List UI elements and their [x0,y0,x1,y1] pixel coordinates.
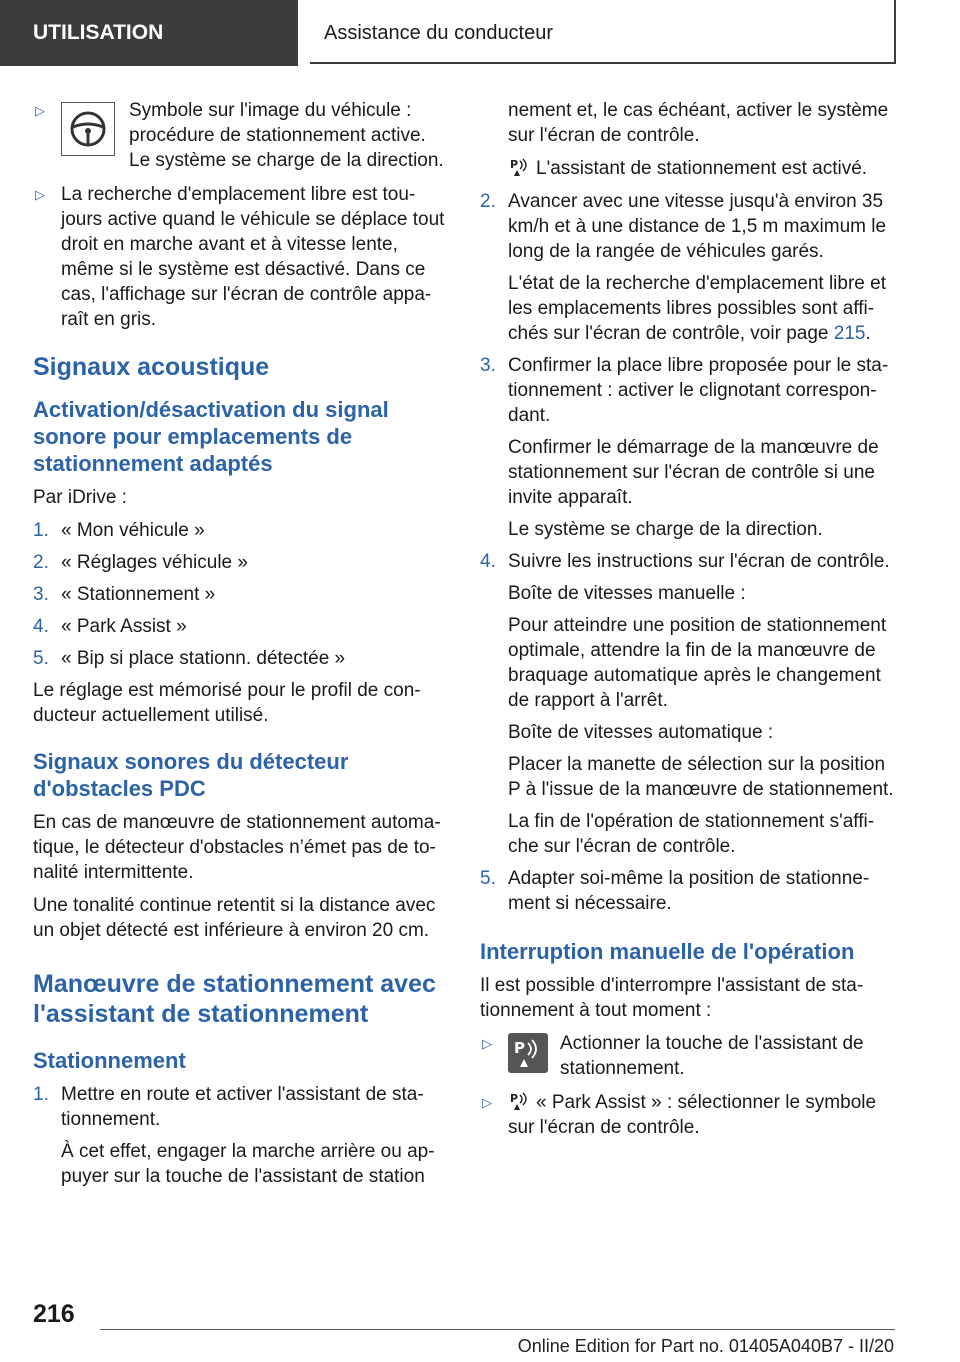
list-item [33,550,447,575]
triangle-bullet-icon: ▷ [35,187,45,202]
list-item [480,549,898,859]
list-item [33,614,447,639]
step-text: Confirmer la place libre proposée pour le stationnement : activer le clignotant correspondant. [508,355,889,426]
step-text: Adapter soi-même la position de stationnement si nécessaire. [508,868,870,914]
heading-interruption: Interruption manuelle de l'opération [480,939,855,964]
page-header [0,0,960,66]
continued-step [480,98,898,181]
step-subtext: Boîte de vitesses automatique : [508,722,774,743]
step-text: Mettre en route et activer l'assistant de stationnement. [61,1084,424,1130]
page-number: 216 [33,1300,75,1328]
page-ref-suffix: . [865,323,871,344]
right-column [480,98,898,1149]
list-item [480,189,898,346]
heading-activation: Activation/désactivation du signal sonore pour emplacements de stationnement adaptés [33,397,389,476]
heading-signaux-acoustique: Signaux acoustique [33,353,270,381]
step-subtext: La fin de l'opération de stationnement s'affiche sur l'écran de contrôle. [508,811,875,857]
step-subtext: Pour atteindre une position de stationnement optimale, attendre la fin de la manœuvre de braquage automatique après le changement de rapport à l'arrêt. [508,615,887,711]
bullet-text: La recherche d'emplacement libre est toujours active quand le véhicule se déplace tout droit en marche avant et à vitesse lente, même si le système est désactivé. Dans ce cas, l'affichage sur l'écran de contrôle apparaît en gris. [61,184,445,330]
list-item [33,518,447,543]
section-label: UTILISATION [0,0,298,66]
step-subtext: À cet effet, engager la marche arrière ou appuyer sur la touche de l'assistant de station [61,1141,435,1187]
edition-text: Online Edition for Part no. 01405A040B7 - II/20 [517,1336,894,1356]
list-item [33,1082,447,1189]
step-number: 3. [33,584,49,605]
list-item [480,1031,898,1081]
svg-text:P: P [510,1092,519,1105]
step-subtext: Le système se charge de la direction. [508,519,823,540]
list-item [33,182,447,332]
steering-wheel-symbol [61,102,115,156]
pdc-paragraph-1: En cas de manœuvre de stationnement automatique, le détecteur d'obstacles n’émet pas de tonalité intermittente. [33,812,441,883]
interruption-paragraph: Il est possible d'interrompre l'assistant de stationnement à tout moment : [480,975,864,1021]
step-text: Avancer avec une vitesse jusqu'à environ 35 km/h et à une distance de 1,5 m maximum le long de la rangée de véhicules garés. [508,191,887,262]
heading-stationnement: Stationnement [33,1048,186,1073]
list-item [33,646,447,671]
pdc-paragraph-2: Une tonalité continue retentit si la distance avec un objet détecté est inférieure à environ 20 cm. [33,895,436,941]
step-subtext: Boîte de vitesses manuelle : [508,583,746,604]
chapter-title: Assistance du conducteur [310,0,896,64]
list-item [33,98,447,173]
step-number: 1. [33,1084,49,1105]
step-number: 5. [480,868,496,889]
list-item [480,353,898,542]
step-number: 2. [33,552,49,573]
heading-pdc: Signaux sonores du détecteur d'obstacles PDC [33,749,349,801]
svg-text:P: P [510,158,519,171]
step-text: « Park Assist » [61,616,187,637]
step-text: « Réglages véhicule » [61,552,248,573]
list-item [480,866,898,916]
activated-line [508,156,898,181]
list-item [480,1090,898,1140]
step-text: « Bip si place stationn. détectée » [61,648,346,669]
triangle-bullet-icon: ▷ [482,1095,492,1110]
idrive-intro: Par iDrive : [33,487,127,508]
step-number: 1. [33,520,49,541]
page-ref-prefix: L'état de la recherche d'emplacement libre et les emplacements libres possibles sont affichés sur l'écran de contrôle, voir page [508,273,886,344]
footer-divider [100,1329,895,1330]
step-number: 5. [33,648,49,669]
bullet-text: « Park Assist » : sélectionner le symbole sur l'écran de contrôle. [508,1092,877,1138]
triangle-bullet-icon: ▷ [482,1036,492,1051]
step-subtext: Placer la manette de sélection sur la position P à l'issue de la manœuvre de stationnement. [508,754,894,800]
list-item [33,582,447,607]
left-column [33,98,447,1196]
step-number: 4. [480,551,496,572]
step-text: Suivre les instructions sur l'écran de contrôle. [508,551,890,572]
park-assist-icon [508,1091,530,1111]
bullet-text: Symbole sur l'image du véhicule : procédure de stationnement active. Le système se charge de la direction. [129,100,444,171]
continued-text: nement et, le cas échéant, activer le système sur l'écran de contrôle. [508,100,889,146]
step-text: « Mon véhicule » [61,520,205,541]
park-assist-icon [508,157,530,177]
steering-wheel-icon [68,109,108,149]
step-number: 4. [33,616,49,637]
triangle-bullet-icon: ▷ [35,103,45,118]
step-number: 2. [480,191,496,212]
heading-manoeuvre: Manœuvre de stationnement avec l'assistant de stationnement [33,970,436,1028]
step-subtext [508,271,898,346]
bullet-text: Actionner la touche de l'assistant de stationnement. [560,1033,864,1079]
step-text: « Stationnement » [61,584,216,605]
step-number: 3. [480,355,496,376]
activated-text: L'assistant de stationnement est activé. [536,158,868,179]
page-link[interactable]: 215 [833,323,866,344]
park-assist-button-icon [508,1033,548,1073]
memo-text: Le réglage est mémorisé pour le profil de conducteur actuellement utilisé. [33,680,421,726]
svg-text:P: P [514,1039,525,1057]
step-subtext: Confirmer le démarrage de la manœuvre de stationnement sur l'écran de contrôle si une invite apparaît. [508,437,879,508]
